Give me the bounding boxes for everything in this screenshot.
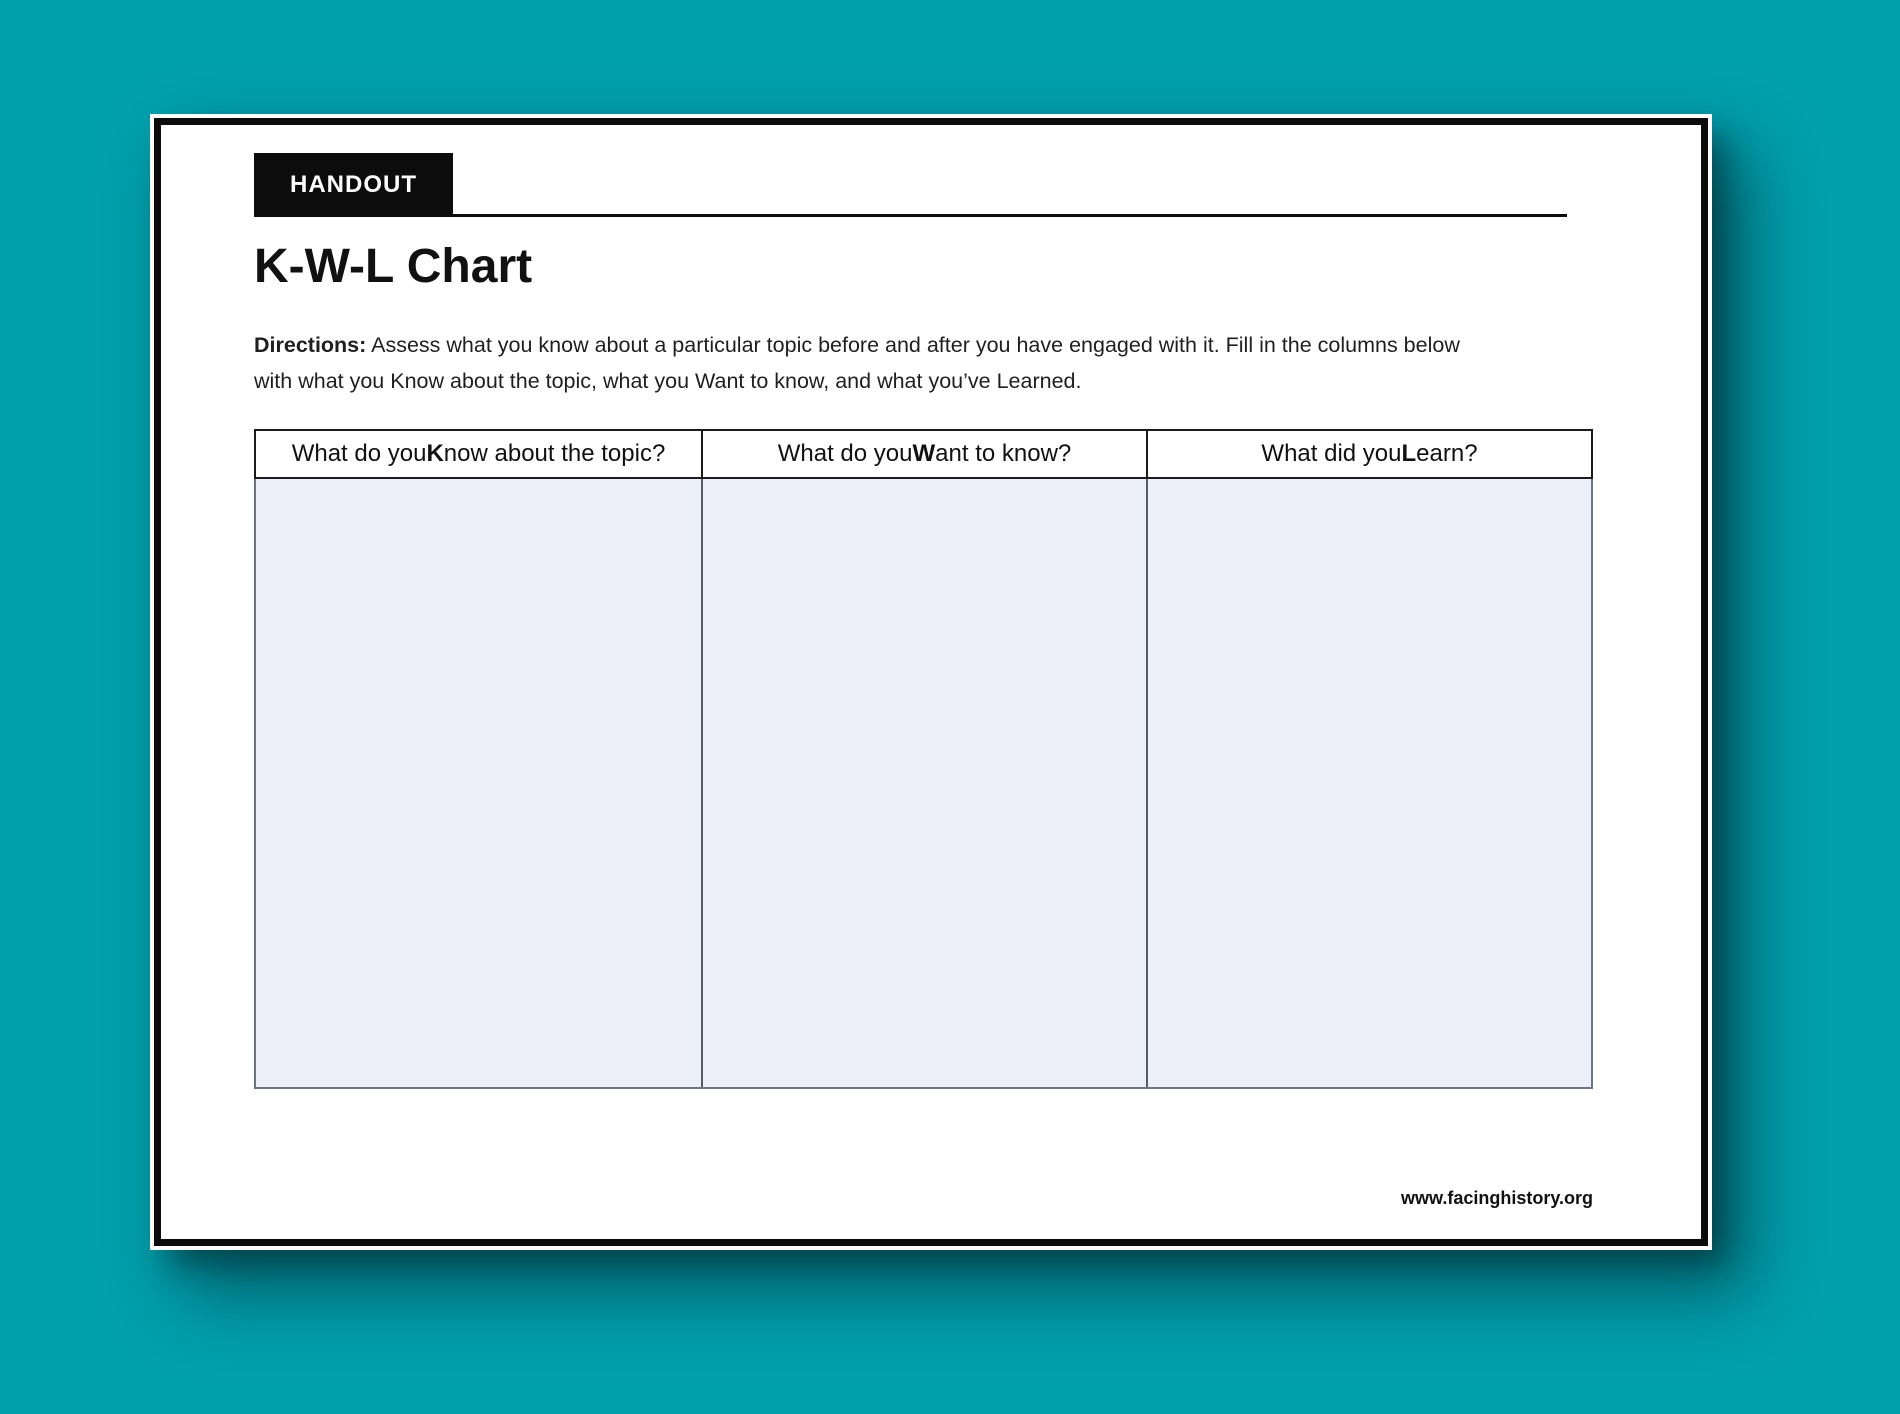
directions-line-1-text: Assess what you know about a particular topic before and after you have engaged with it. Fill in the columns below (371, 333, 1460, 358)
kwl-header-want-letter: W (912, 440, 936, 468)
kwl-header-know-post: now about the topic? (443, 440, 666, 468)
kwl-header-learn-pre: What did you (1261, 440, 1402, 468)
kwl-header-know (256, 431, 701, 477)
kwl-table-body (254, 479, 1593, 1089)
kwl-header-want-post: ant to know? (935, 440, 1072, 468)
kwl-header-learn-letter: L (1401, 440, 1417, 468)
header-rule (453, 214, 1567, 217)
handout-badge-label: HANDOUT (290, 171, 417, 198)
kwl-know-input-cell[interactable] (256, 479, 701, 1087)
kwl-header-know-letter: K (426, 440, 444, 468)
kwl-header-want (701, 431, 1146, 477)
handout-badge (254, 153, 453, 217)
page-title: K-W-L Chart (254, 240, 533, 293)
kwl-header-learn-post: earn? (1416, 440, 1478, 468)
badge-row (254, 153, 1593, 217)
handout-page (154, 118, 1708, 1246)
kwl-header-know-pre: What do you (291, 440, 427, 468)
kwl-table (254, 429, 1593, 1089)
kwl-header-want-pre: What do you (777, 440, 913, 468)
directions-line-2: with what you Know about the topic, what you Want to know, and what you’ve Learned. (254, 369, 1082, 394)
kwl-table-header-row (254, 429, 1593, 479)
kwl-want-input-cell[interactable] (701, 479, 1146, 1087)
directions-label: Directions: (254, 333, 367, 358)
footer-website: www.facinghistory.org (1400, 1188, 1593, 1208)
directions-text (254, 327, 1593, 399)
kwl-header-learn (1146, 431, 1591, 477)
kwl-learn-input-cell[interactable] (1146, 479, 1591, 1087)
directions-line-1 (254, 327, 1593, 363)
